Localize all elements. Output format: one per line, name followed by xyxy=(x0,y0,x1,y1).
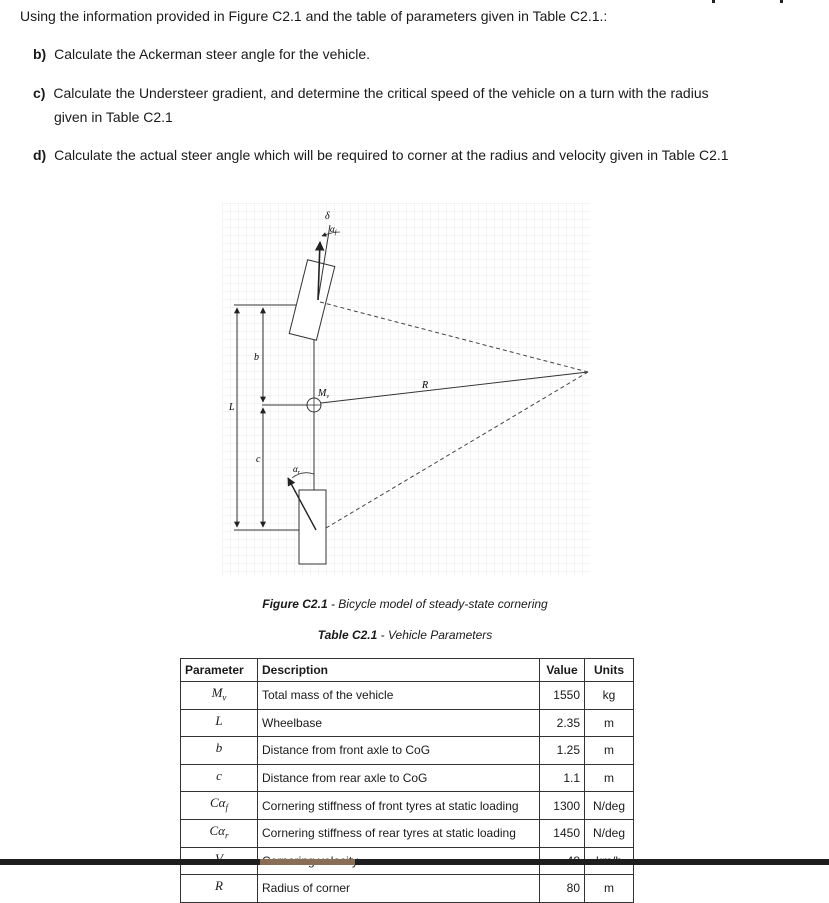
label-b: b xyxy=(254,352,259,363)
param-description: Cornering stiffness of front tyres at static loading xyxy=(258,792,540,820)
param-unit: m xyxy=(585,737,634,765)
param-value: 1550 xyxy=(540,682,585,710)
question-c xyxy=(33,81,709,129)
label-Mv: $M_v$ xyxy=(318,388,330,400)
table-row xyxy=(181,709,634,737)
question-d xyxy=(33,143,729,167)
param-unit: N/deg xyxy=(585,792,634,820)
param-symbol: $C\alpha_f$ xyxy=(181,792,258,820)
table-header-row xyxy=(181,659,634,682)
param-unit: m xyxy=(585,709,634,737)
table-caption: Table C2.1 - Vehicle Parameters xyxy=(317,628,493,642)
label-alpha-r: $\alpha_r$ xyxy=(293,464,301,476)
question-text: Calculate the Ackerman steer angle for the vehicle. xyxy=(54,46,371,62)
table-row xyxy=(181,819,634,847)
grid-background xyxy=(222,203,590,577)
label-alpha-f: $\alpha_f$ xyxy=(330,224,337,236)
param-symbol: c xyxy=(181,764,258,792)
question-b xyxy=(33,42,370,66)
label-c: c xyxy=(256,454,261,465)
param-value: 1300 xyxy=(540,792,585,820)
table-row xyxy=(181,682,634,710)
table-row xyxy=(181,737,634,765)
param-description: Wheelbase xyxy=(258,709,540,737)
figure-caption: Figure C2.1 - Bicycle model of steady-state cornering xyxy=(262,597,548,611)
param-value: 2.35 xyxy=(540,709,585,737)
label-L: L xyxy=(229,402,235,413)
rear-wheel xyxy=(299,490,326,564)
param-description: Distance from rear axle to CoG xyxy=(258,764,540,792)
question-text: Calculate the Understeer gradient, and determine the critical speed of the vehicle on a turn with the radius xyxy=(53,85,709,101)
param-unit: m xyxy=(585,875,634,903)
param-symbol: b xyxy=(181,737,258,765)
param-value: 80 xyxy=(540,875,585,903)
param-value: 1.1 xyxy=(540,764,585,792)
header-value: Value xyxy=(540,659,585,682)
param-unit: kg xyxy=(585,682,634,710)
label-R: R xyxy=(422,380,429,391)
vehicle-parameters-table xyxy=(180,658,634,903)
param-symbol: $M_v$ xyxy=(181,682,258,710)
param-symbol: $C\alpha_r$ xyxy=(181,819,258,847)
taskbar-highlight xyxy=(260,859,355,865)
question-letter: b) xyxy=(33,46,47,62)
param-description: Distance from front axle to CoG xyxy=(258,737,540,765)
bottom-taskbar-strip xyxy=(0,859,829,865)
label-delta: δ xyxy=(325,211,330,222)
header-units: Units xyxy=(585,659,634,682)
question-letter: d) xyxy=(33,147,47,163)
question-text: Calculate the actual steer angle which will be required to corner at the radius and velocity given in Table C2.1 xyxy=(54,147,729,163)
param-value: 1.25 xyxy=(540,737,585,765)
intro-text: Using the information provided in Figure C2.1 and the table of parameters given in Table C2.1.: xyxy=(20,8,608,24)
param-description: Cornering stiffness of rear tyres at static loading xyxy=(258,819,540,847)
header-parameter: Parameter xyxy=(181,659,258,682)
param-value: 1450 xyxy=(540,819,585,847)
table-row xyxy=(181,764,634,792)
param-symbol: R xyxy=(181,875,258,903)
table-row xyxy=(181,875,634,903)
param-unit: N/deg xyxy=(585,819,634,847)
param-unit: m xyxy=(585,764,634,792)
question-letter: c) xyxy=(33,85,46,101)
param-description: Total mass of the vehicle xyxy=(258,682,540,710)
header-description: Description xyxy=(258,659,540,682)
param-description: Radius of corner xyxy=(258,875,540,903)
question-text-continued: given in Table C2.1 xyxy=(54,109,173,125)
param-symbol: L xyxy=(181,709,258,737)
bicycle-model-diagram xyxy=(195,195,595,585)
top-edge-marks xyxy=(0,0,829,4)
table-row xyxy=(181,792,634,820)
